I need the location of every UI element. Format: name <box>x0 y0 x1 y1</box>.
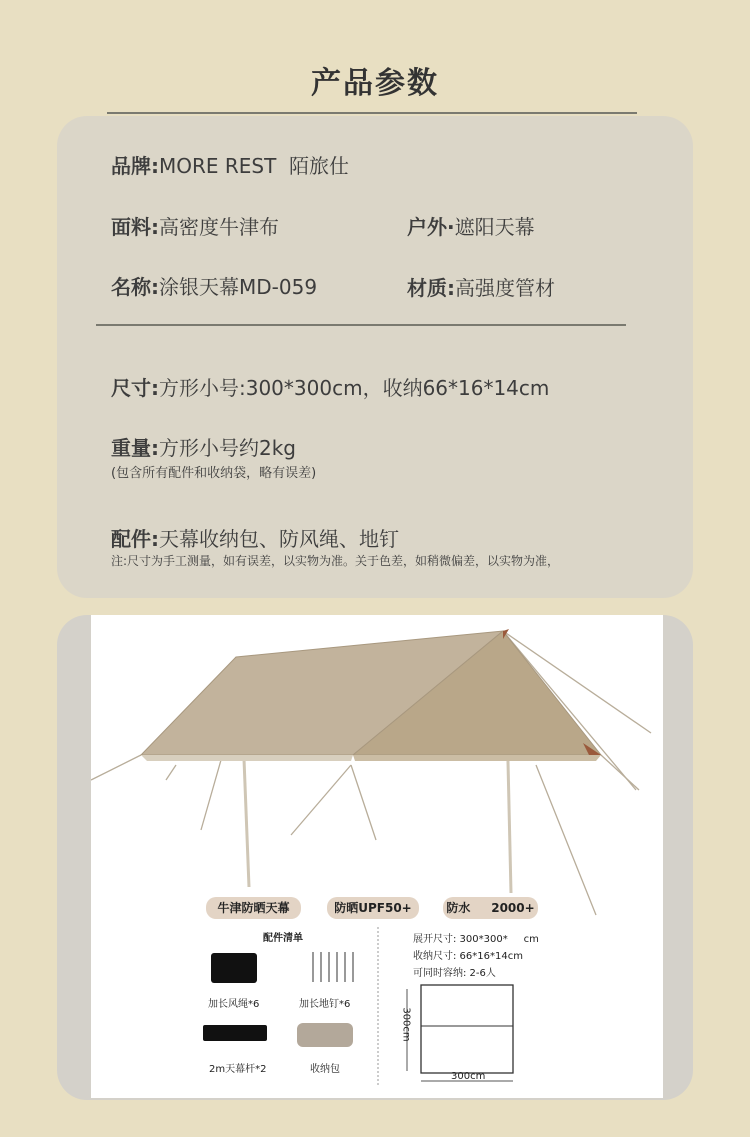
brand-label: 品牌: <box>111 154 159 178</box>
material-label: 材质: <box>407 276 455 300</box>
dim-bottom: 300cm <box>451 1071 486 1082</box>
accessories-value: 天幕收纳包、防风绳、地钉 <box>159 527 399 551</box>
part-pole: 2m天幕杆*2 <box>209 1064 267 1075</box>
dim-side: 300cm <box>400 1007 412 1042</box>
size-value: 方形小号:300*300cm，收纳66*16*14cm <box>159 376 550 400</box>
spec-packed: 收纳尺寸: 66*16*14cm <box>413 951 523 962</box>
fabric-label: 面料: <box>111 215 159 239</box>
weight-label: 重量: <box>111 436 159 460</box>
params-divider <box>96 324 626 326</box>
weight-row <box>111 432 296 461</box>
category-label: 户外· <box>407 215 455 239</box>
name-row <box>111 271 317 300</box>
name-value: 涂银天幕MD-059 <box>159 275 318 299</box>
rope-icon <box>211 953 257 983</box>
product-photo <box>91 615 663 1098</box>
size-row <box>111 372 549 401</box>
part-stake: 加长地钉*6 <box>299 999 351 1010</box>
stake-icon <box>313 952 353 982</box>
weight-note: (包含所有配件和收纳袋，略有误差) <box>111 466 317 481</box>
fabric-value: 高密度牛津布 <box>159 215 279 239</box>
name-label: 名称: <box>111 275 159 299</box>
fabric-row <box>111 211 279 240</box>
spec-unfolded: 展开尺寸: 300*300* cm <box>413 934 539 945</box>
tag-upf: 防晒UPF50+ <box>327 897 419 919</box>
size-label: 尺寸: <box>111 376 159 400</box>
part-bag: 收纳包 <box>310 1064 340 1075</box>
parts-title: 配件清单 <box>263 933 303 944</box>
accessories-row <box>111 523 399 552</box>
weight-value: 方形小号约2kg <box>159 436 297 460</box>
category-row <box>407 211 535 240</box>
category-value: 遮阳天幕 <box>454 215 535 239</box>
tag-oxford: 牛津防晒天幕 <box>206 897 301 919</box>
brand-row <box>111 150 349 179</box>
spec-capacity: 可同时容纳: 2-6人 <box>413 968 496 979</box>
tag-waterproof: 防水 2000+ <box>443 897 538 919</box>
bag-icon <box>297 1023 353 1047</box>
title-divider <box>107 112 637 114</box>
brand-value: MORE REST 陌旅仕 <box>159 154 350 178</box>
material-row <box>407 272 555 301</box>
material-value: 高强度管材 <box>455 276 555 300</box>
footnote: 注:尺寸为手工测量，如有误差，以实物为准。关于色差，如稍微偏差，以实物为准， <box>111 554 560 568</box>
part-rope: 加长风绳*6 <box>208 999 260 1010</box>
accessories-label: 配件: <box>111 527 159 551</box>
pole-icon <box>203 1025 267 1041</box>
page-title: 产品参数 <box>311 66 439 101</box>
tarp-illustration <box>91 615 663 1098</box>
